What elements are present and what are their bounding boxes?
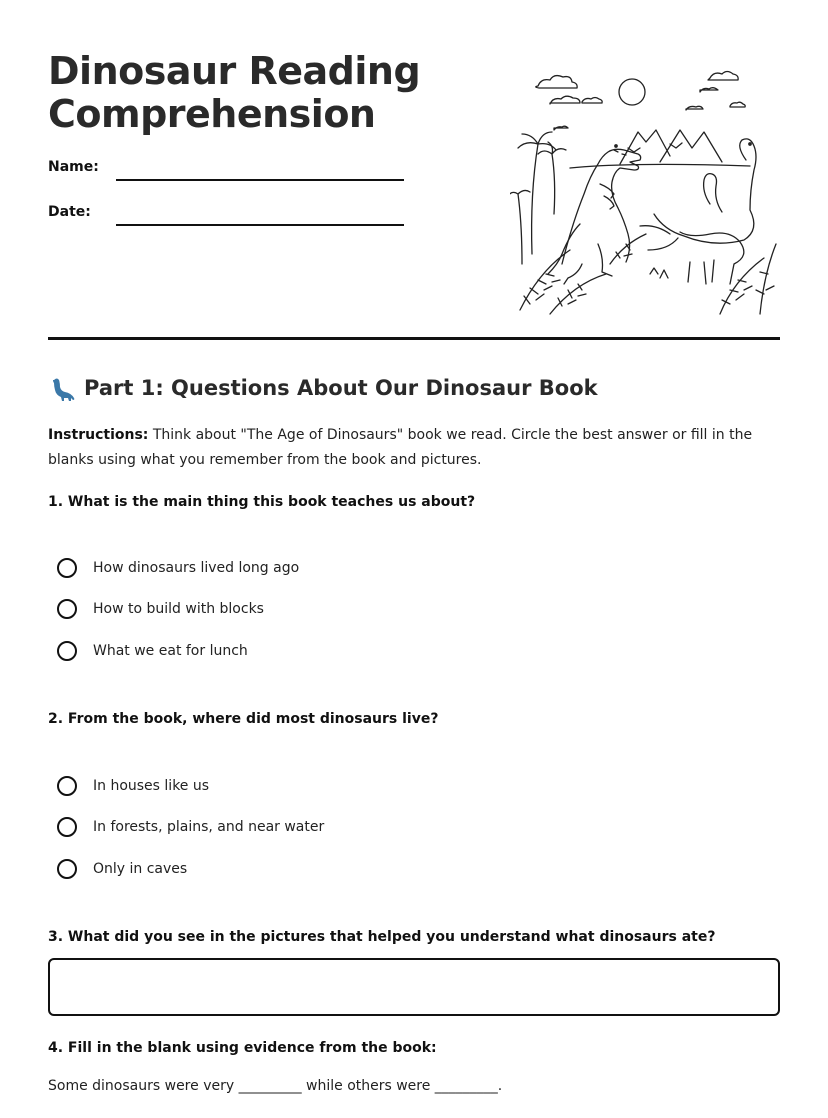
radio-circle[interactable]	[57, 558, 77, 578]
name-label: Name:	[48, 159, 99, 175]
option-label: In forests, plains, and near water	[93, 819, 325, 835]
q1-option-1[interactable]	[57, 555, 299, 581]
question-2: 2. From the book, where did most dinosaurs live?	[48, 711, 439, 727]
question-4: 4. Fill in the blank using evidence from the book:	[48, 1040, 437, 1056]
question-1: 1. What is the main thing this book teaches us about?	[48, 494, 476, 510]
q2-option-3[interactable]	[57, 856, 187, 882]
q2-option-2[interactable]	[57, 814, 324, 840]
name-field	[48, 159, 408, 183]
date-label: Date:	[48, 204, 91, 220]
option-label: What we eat for lunch	[93, 643, 248, 659]
worksheet-title	[48, 50, 488, 136]
header-divider	[48, 337, 780, 340]
radio-circle[interactable]	[57, 599, 77, 619]
radio-circle[interactable]	[57, 641, 77, 661]
dinosaur-icon	[48, 374, 76, 402]
radio-circle[interactable]	[57, 817, 77, 837]
instructions-label: Instructions:	[48, 427, 149, 443]
option-label: How to build with blocks	[93, 601, 264, 617]
q1-option-3[interactable]	[57, 638, 248, 664]
instructions	[48, 423, 780, 473]
radio-circle[interactable]	[57, 776, 77, 796]
part1-title: Part 1: Questions About Our Dinosaur Book	[84, 376, 598, 400]
q4-fill-sentence[interactable]: Some dinosaurs were very _________ while others were _________.	[48, 1078, 503, 1094]
worksheet-page	[48, 0, 780, 1118]
option-label: How dinosaurs lived long ago	[93, 560, 300, 576]
option-label: In houses like us	[93, 778, 210, 794]
date-field	[48, 204, 408, 228]
title-line-1: Dinosaur Reading	[48, 49, 421, 93]
instructions-text: Think about "The Age of Dinosaurs" book we read. Circle the best answer or fill in the blanks using what you remember from the book and pictures.	[48, 427, 753, 468]
q1-option-2[interactable]	[57, 596, 264, 622]
date-line[interactable]	[116, 224, 404, 226]
radio-circle[interactable]	[57, 859, 77, 879]
q3-answer-box[interactable]	[48, 958, 780, 1016]
option-label: Only in caves	[93, 861, 188, 877]
part1-heading	[48, 374, 780, 402]
q2-option-1[interactable]	[57, 773, 209, 799]
dinosaur-illustration	[510, 64, 778, 318]
name-line[interactable]	[116, 179, 404, 181]
question-3: 3. What did you see in the pictures that helped you understand what dinosaurs ate?	[48, 929, 716, 945]
title-line-2: Comprehension	[48, 92, 376, 136]
